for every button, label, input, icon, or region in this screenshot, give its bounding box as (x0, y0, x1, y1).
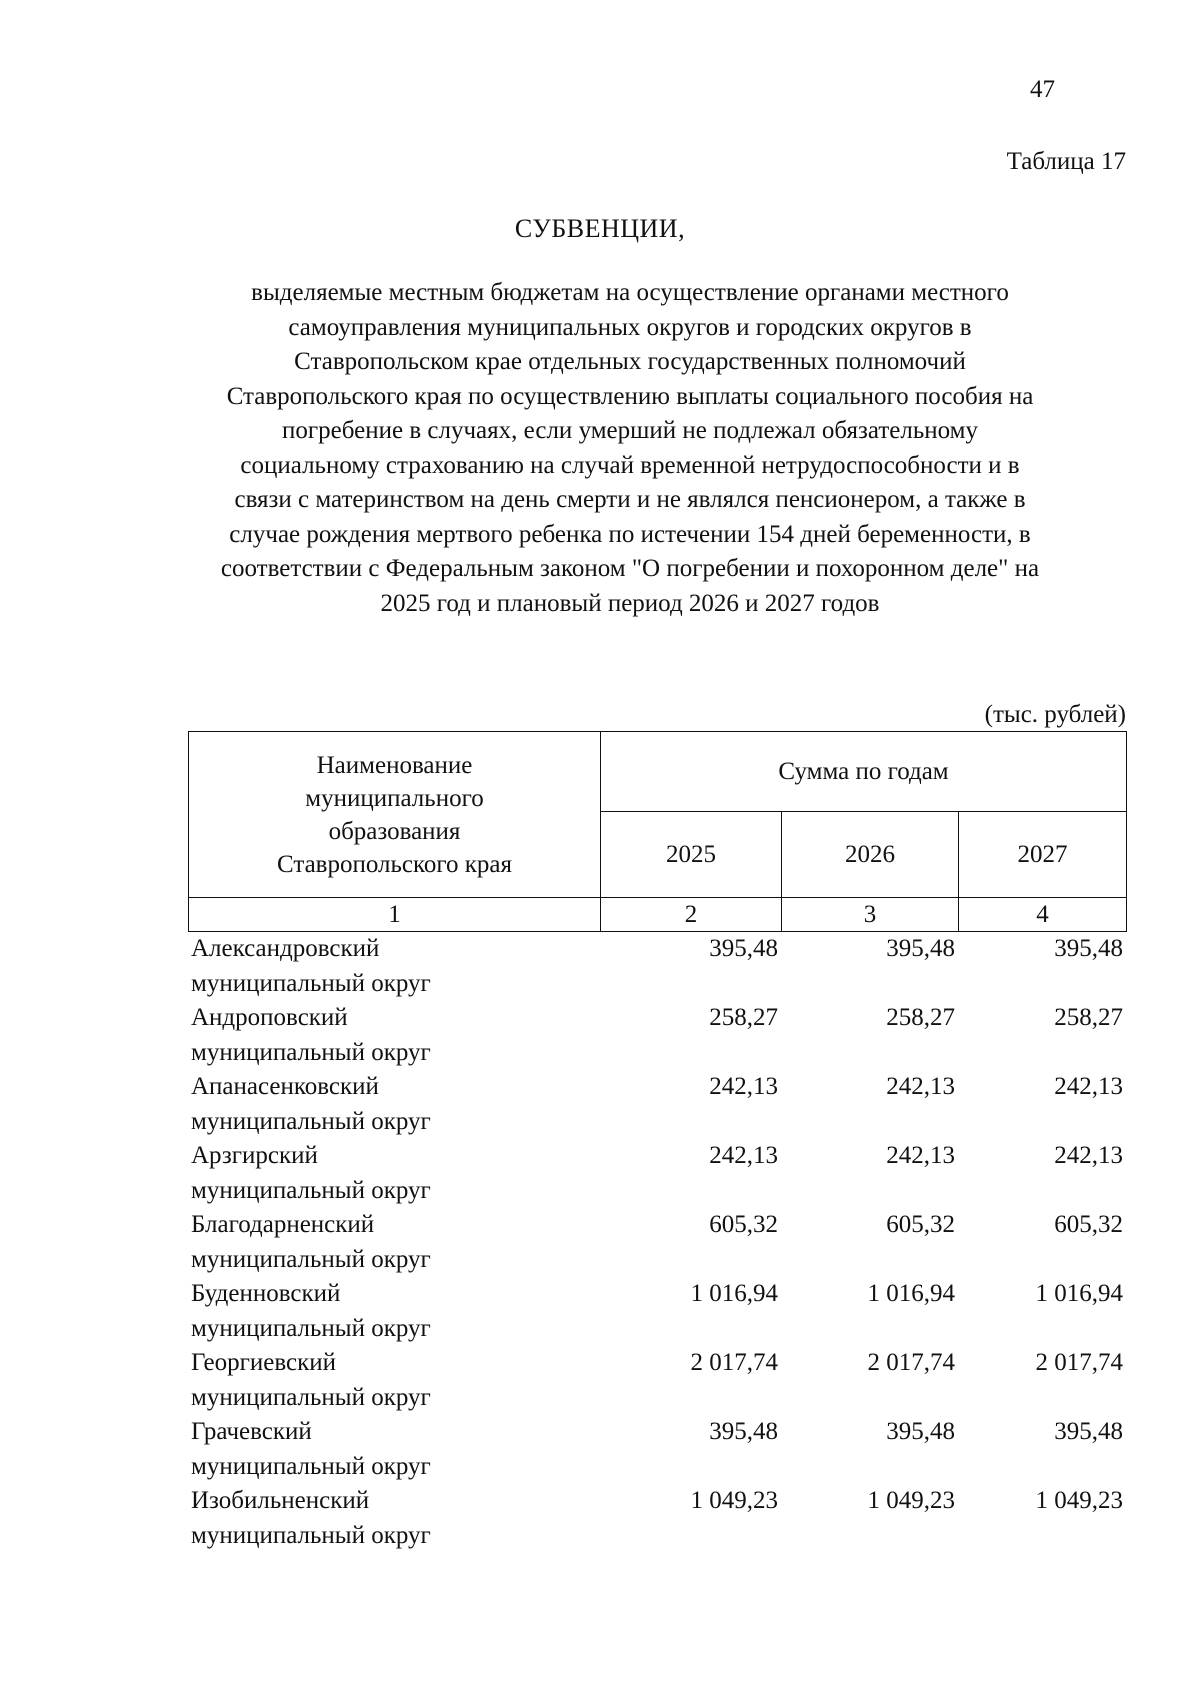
name-header-line: образования (328, 817, 461, 845)
municipality-name-line: муниципальный округ (191, 1314, 431, 1342)
table-label: Таблица 17 (1006, 148, 1126, 175)
table-row (188, 1277, 1126, 1346)
municipality-name (188, 1484, 600, 1553)
amount-2025: 395,48 (709, 1418, 778, 1445)
amount-2027: 1 049,23 (1035, 1487, 1123, 1514)
municipality-name-line: Арзгирский (191, 1142, 318, 1169)
amount-2027: 242,13 (1054, 1142, 1123, 1169)
amount-2027: 242,13 (1054, 1073, 1123, 1100)
table-row (188, 1484, 1126, 1553)
subtitle-line: Ставропольского края по осуществлению выплаты социального пособия на (226, 382, 1034, 410)
table-row (188, 1070, 1126, 1139)
municipality-name-line: муниципальный округ (191, 1176, 431, 1204)
name-header-line: Наименование (316, 751, 473, 779)
amount-2026: 395,48 (886, 1418, 955, 1445)
table-header (188, 731, 1127, 932)
subtitle-line: Ставропольском крае отдельных государственных полномочий (294, 348, 966, 375)
table-row (188, 1346, 1126, 1415)
municipality-name-line: Буденновский (191, 1280, 341, 1307)
amount-2027: 258,27 (1054, 1004, 1123, 1031)
municipality-name (188, 1001, 600, 1070)
municipality-name-line: муниципальный округ (191, 1038, 431, 1066)
amount-2027: 395,48 (1054, 1418, 1123, 1445)
amount-2025: 395,48 (709, 935, 778, 962)
municipality-name-line: Благодарненский (191, 1211, 375, 1238)
amount-2025: 2 017,74 (690, 1349, 778, 1376)
column-number: 2 (601, 898, 782, 932)
amount-2025: 605,32 (709, 1211, 778, 1238)
municipality-name-line: муниципальный округ (191, 1521, 431, 1549)
amount-2025: 242,13 (709, 1142, 778, 1169)
amount-2026: 242,13 (886, 1073, 955, 1100)
municipality-name (188, 1346, 600, 1415)
table-row (188, 932, 1126, 1001)
municipality-name-line: муниципальный округ (191, 1107, 431, 1135)
amount-2025: 1 016,94 (690, 1280, 778, 1307)
amount-2026: 2 017,74 (867, 1349, 955, 1376)
municipality-name-line: Андроповский (191, 1004, 348, 1031)
year-header-2025: 2025 (601, 812, 782, 898)
column-number: 4 (959, 898, 1127, 932)
year-header-2027: 2027 (959, 812, 1127, 898)
municipality-name-line: муниципальный округ (191, 1383, 431, 1411)
municipality-name (188, 1139, 600, 1208)
subtitle-line: случае рождения мертвого ребенка по истечении 154 дней беременности, в (229, 520, 1031, 548)
subtitle-line: соответствии с Федеральным законом "О погребении и похоронном деле" на (220, 555, 1040, 582)
municipality-name (188, 1070, 600, 1139)
amount-2025: 258,27 (709, 1004, 778, 1031)
municipality-name-line: Александровский (191, 935, 380, 962)
column-number: 3 (782, 898, 959, 932)
municipality-name-line: Георгиевский (191, 1349, 337, 1376)
amount-2027: 2 017,74 (1035, 1349, 1123, 1376)
amount-2026: 242,13 (886, 1142, 955, 1169)
subtitle-line: 2025 год и плановый период 2026 и 2027 годов (380, 589, 880, 617)
subtitle-line: социальному страхованию на случай временной нетрудоспособности и в (240, 451, 1020, 479)
year-header-2026: 2026 (782, 812, 959, 898)
municipality-name-line: муниципальный округ (191, 1245, 431, 1273)
subtitle-line: связи с материнством на день смерти и не являлся пенсионером, а также в (234, 486, 1026, 513)
amount-2026: 1 049,23 (867, 1487, 955, 1514)
name-header-line: Ставропольского края (277, 850, 512, 878)
amount-2025: 1 049,23 (690, 1487, 778, 1514)
municipality-name (188, 932, 600, 1001)
municipality-name (188, 1208, 600, 1277)
data-table (188, 932, 1126, 1553)
subtitle-line: выделяемые местным бюджетам на осуществление органами местного (251, 279, 1009, 306)
table-row (188, 1001, 1126, 1070)
municipality-name-line: Изобильненский (191, 1487, 370, 1514)
sum-by-years-header: Сумма по годам (601, 732, 1127, 812)
municipality-name-line: Апанасенковский (191, 1073, 379, 1100)
amount-2027: 395,48 (1054, 935, 1123, 962)
amount-2027: 605,32 (1054, 1211, 1123, 1238)
amount-2026: 258,27 (886, 1004, 955, 1031)
municipality-name-line: Грачевский (191, 1418, 312, 1445)
document-subtitle (180, 276, 1080, 621)
column-number: 1 (189, 898, 601, 932)
document-title: СУБВЕНЦИИ, (514, 214, 686, 243)
page-number: 47 (1030, 76, 1055, 103)
table-row (188, 1415, 1126, 1484)
table-row (188, 1139, 1126, 1208)
subtitle-line: погребение в случаях, если умерший не подлежал обязательному (282, 417, 978, 444)
municipality-name (188, 1415, 600, 1484)
municipality-name-line: муниципальный округ (191, 1452, 431, 1480)
name-column-header (189, 732, 601, 898)
amount-2025: 242,13 (709, 1073, 778, 1100)
amount-2027: 1 016,94 (1035, 1280, 1123, 1307)
units-label: (тыс. рублей) (984, 701, 1126, 728)
table-row (188, 1208, 1126, 1277)
municipality-name (188, 1277, 600, 1346)
amount-2026: 605,32 (886, 1211, 955, 1238)
name-header-line: муниципального (305, 784, 484, 812)
subtitle-line: самоуправления муниципальных округов и городских округов в (288, 313, 972, 341)
municipality-name-line: муниципальный округ (191, 969, 431, 997)
amount-2026: 1 016,94 (867, 1280, 955, 1307)
amount-2026: 395,48 (886, 935, 955, 962)
